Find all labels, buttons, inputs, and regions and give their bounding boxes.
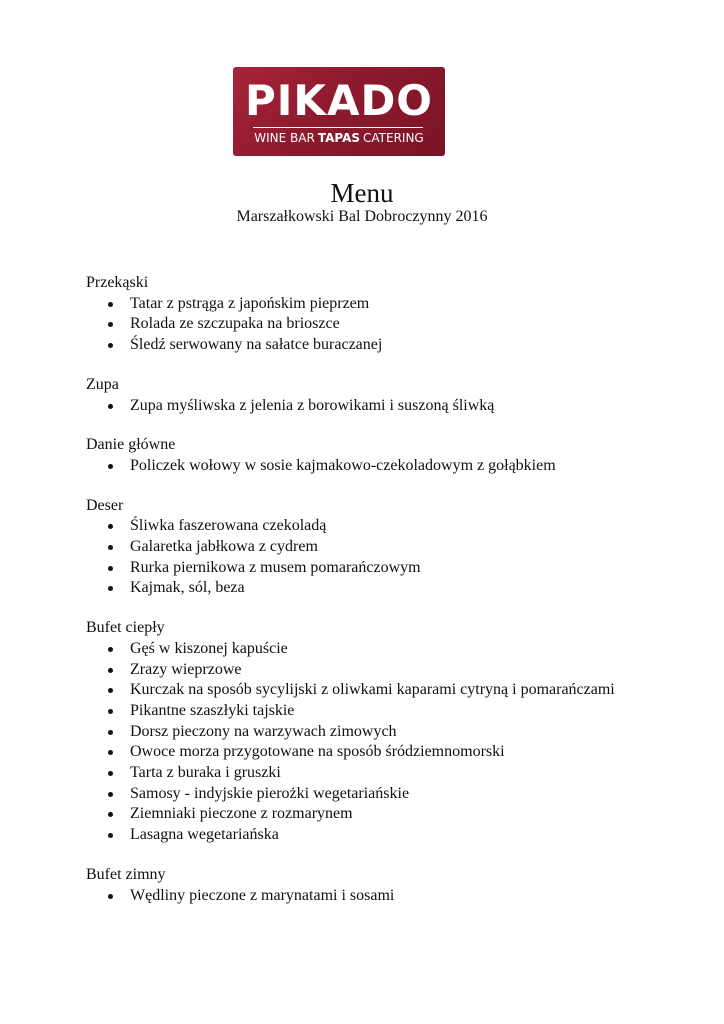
list-item: Gęś w kiszonej kapuście [130,639,646,660]
section-bufet-cieply [86,618,646,846]
list-item: Pikantne szaszłyki tajskie [130,701,646,722]
list-item: Kurczak na sposób sycylijski z oliwkami kaparami cytryną i pomarańczami [130,680,646,701]
logo-divider [253,127,423,128]
section-title: Bufet ciepły [86,619,165,637]
list-item: Tatar z pstrąga z japońskim pieprzem [130,294,646,315]
section-title: Deser [86,496,124,514]
list-item: Śledź serwowany na sałatce buraczanej [130,335,646,356]
section-danie-glowne [86,435,646,476]
page-title: Menu [330,178,394,208]
list-item: Rolada ze szczupaka na brioszce [130,314,646,335]
list-item: Zrazy wieprzowe [130,660,646,681]
list-item: Rurka piernikowa z musem pomarańczowym [130,558,646,579]
section-bufet-zimny [86,865,646,906]
list-item: Ziemniaki pieczone z rozmarynem [130,804,646,825]
logo-tagline [233,130,445,146]
list-item: Galaretka jabłkowa z cydrem [130,537,646,558]
section-deser [86,496,646,600]
list-item: Lasagna wegetariańska [130,825,646,846]
section-list [86,639,646,846]
pikado-logo [233,67,445,156]
list-item: Dorsz pieczony na warzywach zimowych [130,722,646,743]
section-list [86,396,646,417]
list-item: Owoce morza przygotowane na sposób śródziemnomorski [130,742,646,763]
list-item: Policzek wołowy w sosie kajmakowo-czekoladowym z gołąbkiem [130,456,646,477]
section-zupa [86,375,646,416]
section-title: Przekąski [86,274,149,291]
list-item: Kajmak, sól, beza [130,578,646,599]
section-title: Bufet zimny [86,865,166,883]
menu-content [86,273,646,925]
list-item: Śliwka faszerowana czekoladą [130,516,646,537]
page-subtitle: Marszałkowski Bal Dobroczynny 2016 [236,208,488,225]
section-title: Danie główne [86,436,176,454]
list-item: Samosy - indyjskie pierożki wegetariańskie [130,784,646,805]
section-przekaski [86,273,646,356]
logo-wordmark: PIKADO [244,76,434,125]
section-list [86,516,646,599]
list-item: Wędliny pieczone z marynatami i sosami [130,886,646,907]
list-item: Tarta z buraka i gruszki [130,763,646,784]
section-list [86,886,646,907]
list-item: Zupa myśliwska z jelenia z borowikami i suszoną śliwką [130,396,646,417]
logo-tag-wine-bar: WINE BAR [254,131,315,145]
section-list [86,294,646,356]
section-list [86,456,646,477]
section-title: Zupa [86,375,119,393]
logo-tag-tapas: TAPAS [317,131,360,145]
logo-tag-catering: CATERING [363,131,424,145]
